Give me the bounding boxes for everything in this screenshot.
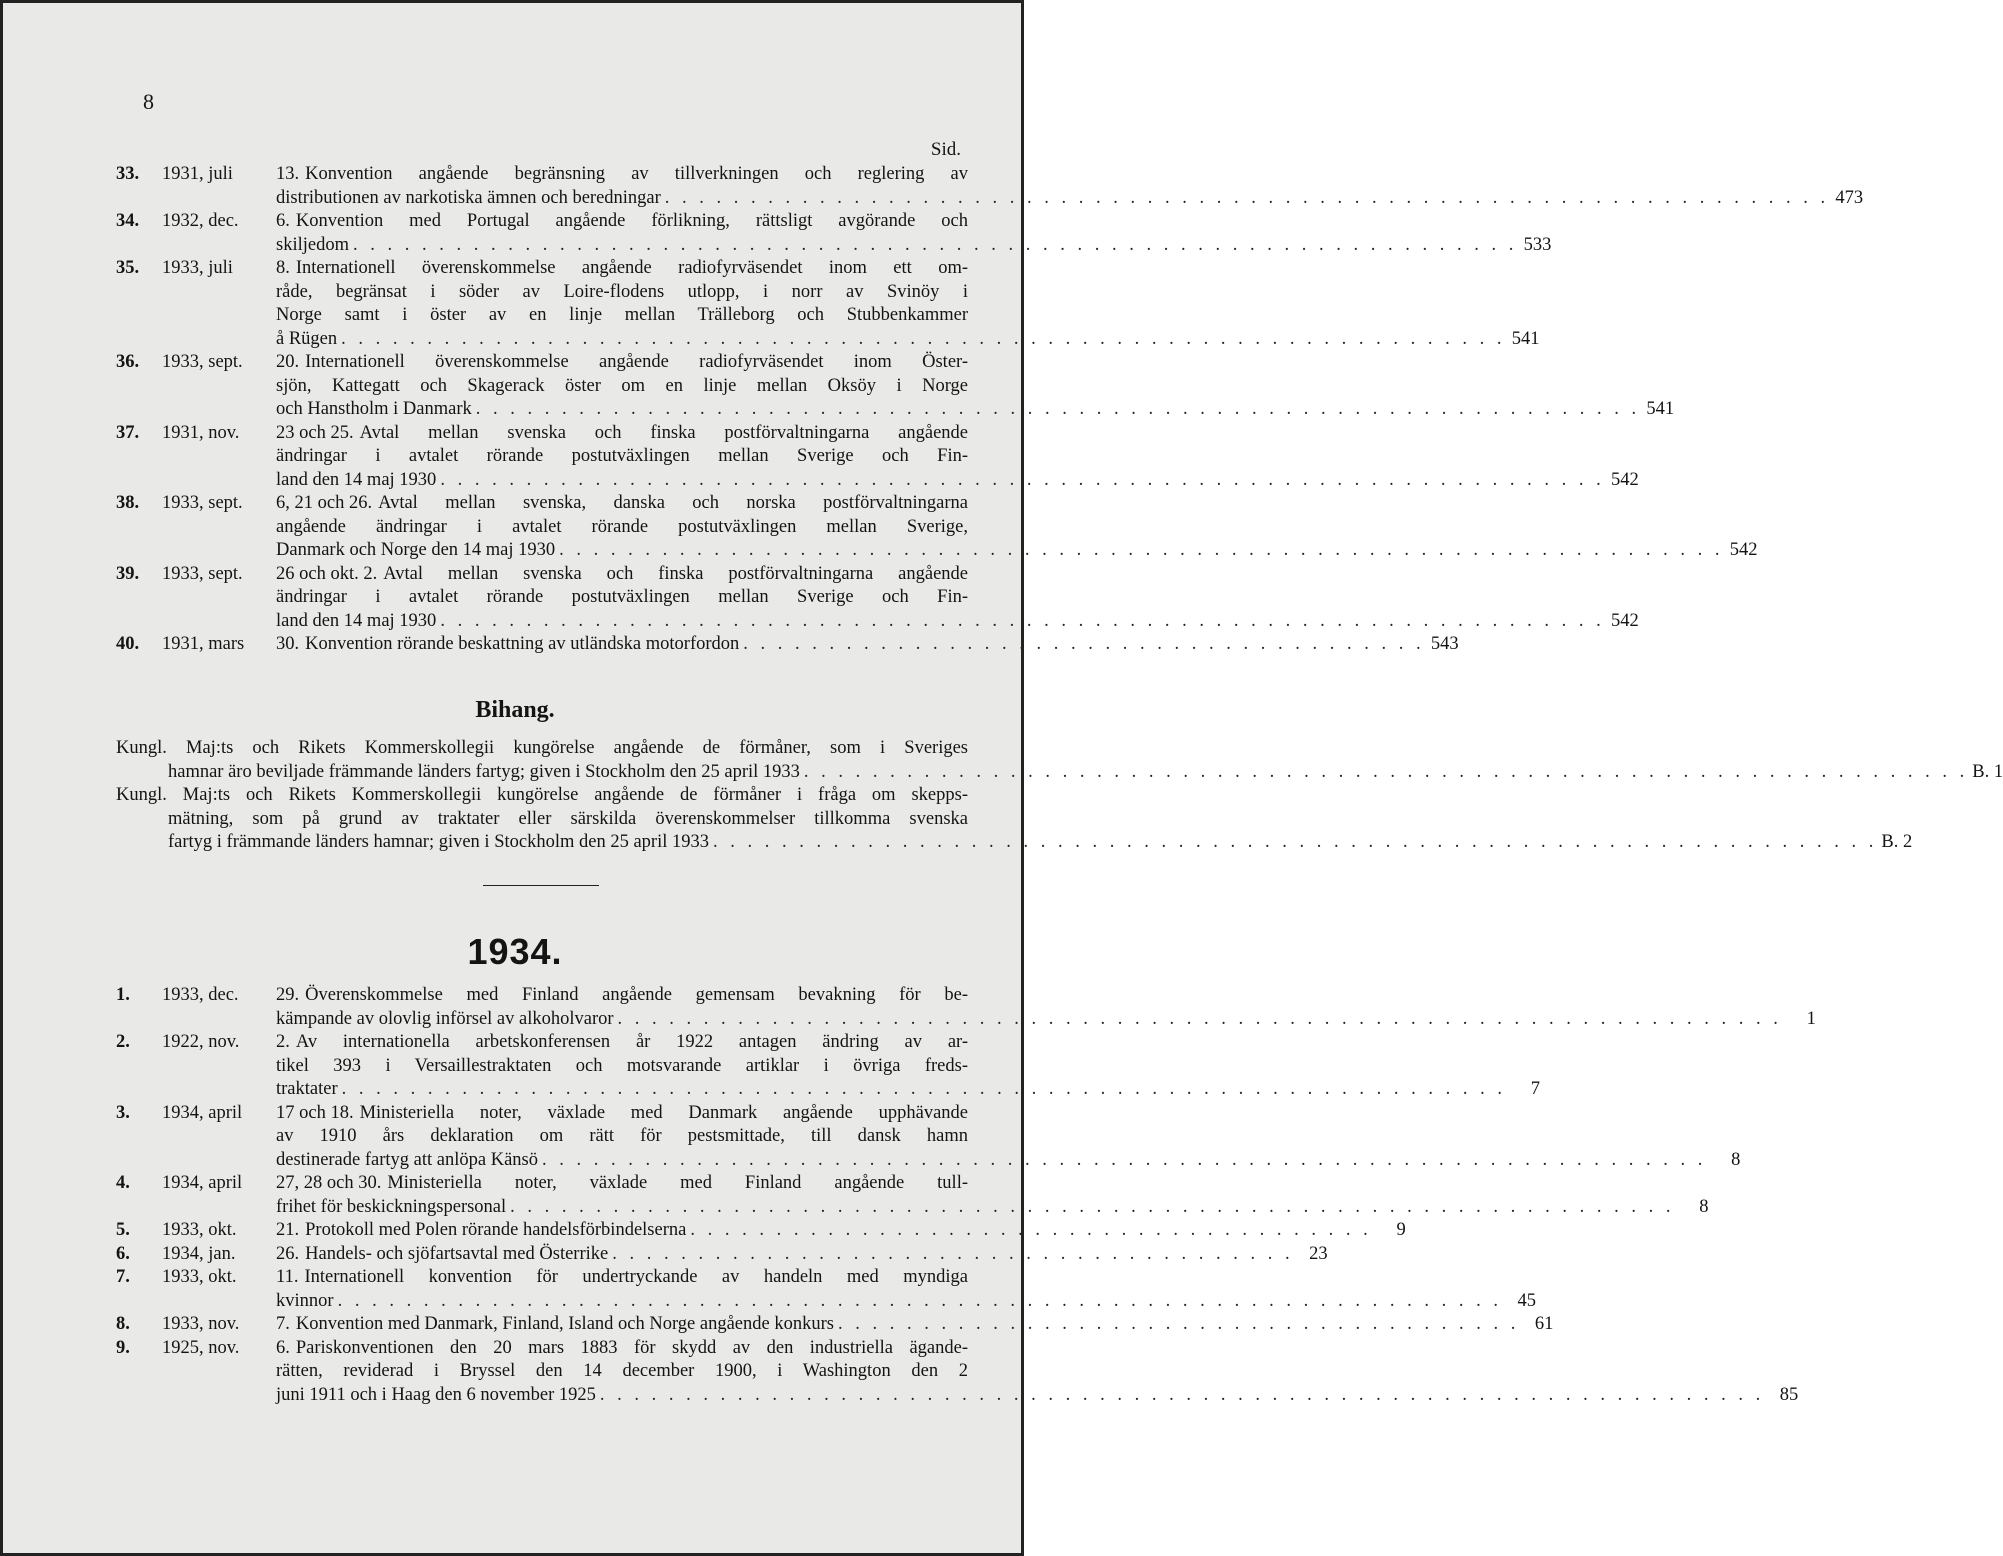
entry-text: fartyg i främmande länders hamnar; given i Stockholm den 25 april 1933	[168, 832, 709, 852]
page-reference: 543	[1430, 634, 1459, 654]
entry-number: 2.	[116, 1032, 130, 1052]
page-reference: 45	[1517, 1290, 1536, 1311]
entry-first-line	[276, 1031, 968, 1055]
treaty-entry	[116, 563, 1639, 634]
entry-first-line	[276, 1102, 968, 1126]
entry-text: Pariskonventionen den 20 mars 1883 för skydd av den industriella ägande-	[295, 1337, 968, 1358]
dot-leader: . . . . . . . . . . . . . . . . . . . . . . . . . . . . . . . . . . . . . . . .	[690, 1220, 1372, 1240]
entry-number: 39.	[116, 563, 140, 584]
dot-leader: . . . . . . . . . . . . . . . . . . . . . . . . . . . . . . . . . . . . . . . . . . . . . . . . . . . . . . . . . . . . . . . . . . . .	[341, 328, 1506, 349]
page-reference: 473	[1835, 187, 1864, 208]
entry-text: Av internationella arbetskonferensen år 1922 antagen ändring av ar-	[295, 1032, 968, 1052]
entry-text: Internationell konvention för undertryckande av handeln med myndiga	[304, 1267, 968, 1287]
entry-last-line	[276, 469, 1639, 493]
entry-day: 26.	[276, 1243, 300, 1264]
treaty-entry	[116, 422, 1639, 493]
entry-first-line	[276, 984, 968, 1008]
entry-day: 7.	[276, 1314, 290, 1334]
entry-text: Protokoll med Polen rörande handelsförbindelserna	[305, 1220, 687, 1240]
entry-first-line	[276, 1313, 1554, 1337]
entry-day: 23 och 25.	[276, 422, 354, 443]
entry-number: 40.	[116, 634, 140, 654]
entry-text: skiljedom	[276, 234, 349, 255]
entry-date: 1933, sept.	[162, 493, 243, 513]
treaty-entry	[116, 1172, 1709, 1219]
entry-body	[276, 1337, 1799, 1408]
dot-leader: . . . . . . . . . . . . . . . . . . . . . . . . . . . . . . . . . . . . . . . . . . . . . . . . . . . . . . . . . . . . . . . . . . . .	[475, 399, 1641, 419]
entry-text: traktater	[276, 1079, 338, 1099]
page-reference: 8	[1731, 1149, 1741, 1170]
entry-body	[276, 210, 1552, 257]
entry-number: 38.	[116, 493, 140, 513]
entry-day: 6.	[276, 211, 290, 231]
entry-text: Konvention angående begränsning av tillverkningen och reglering av	[305, 164, 968, 184]
entry-day: 20.	[276, 352, 300, 372]
entry-text: Internationell överenskommelse angående radiofyrväsendet inom Öster-	[305, 352, 968, 372]
treaty-entry	[116, 1313, 1554, 1337]
entry-last-line	[276, 328, 1540, 352]
entry-text: å Rügen	[276, 328, 338, 349]
entry-body	[276, 1243, 1328, 1267]
page-reference: 541	[1646, 399, 1675, 419]
treaty-entry	[116, 633, 1459, 657]
entry-number: 35.	[116, 258, 140, 278]
entry-text: Avtal mellan svenska och finska postförvaltningarna angående	[359, 422, 968, 443]
entry-date: 1934, april	[162, 1173, 243, 1193]
entry-text: av 1910 års deklaration om rätt för pestsmittade, till dansk hamn	[276, 1126, 968, 1146]
entry-date: 1933, okt.	[162, 1267, 237, 1287]
entry-number: 8.	[116, 1314, 130, 1334]
entry-day: 26 och okt. 2.	[276, 563, 378, 584]
entry-date: 1931, nov.	[162, 422, 240, 443]
entry-date: 1934, april	[162, 1102, 243, 1123]
dot-leader: . . . . . . . . . . . . . . . . . . . . . . . . . . . . . . . . . . . . . . . .	[612, 1243, 1294, 1264]
dot-leader: . . . . . . . . . . . . . . . . . . . . . . . . . . . . . . . . . . . . . . . . . . . . . . . . . . . . . . . . . . . . . . . . . . . .	[510, 1196, 1675, 1217]
dot-leader: . . . . . . . . . . . . . . . . . . . . . . . . . . . . . . . . . . . . . . . . . . . . . . . . . . . . . . . . . . . . . . . . . . . .	[599, 1384, 1765, 1405]
dot-leader: . . . . . . . . . . . . . . . . . . . . . . . . . . . . . . . . . . . . . . . . . . . . . . . . . . . . . . . . . . . . . . . . . . . .	[617, 1008, 1782, 1029]
dot-leader: . . . . . . . . . . . . . . . . . . . . . . . . . . . . . . . . . . . . . . . . . . . . . . . . . . . . . . . . . . . . . . . . . . . .	[664, 187, 1830, 208]
entry-date: 1931, juli	[162, 164, 233, 184]
entry-last-line	[276, 187, 1864, 211]
entry-text: Avtal mellan svenska, danska och norska postförvaltningarna	[378, 493, 968, 513]
entry-date: 1933, juli	[162, 258, 233, 278]
entry-body	[276, 1031, 1540, 1102]
dot-leader: . . . . . . . . . . . . . . . . . . . . . . . . . . . . . . . . . . . . . . . . . . . . . . . . . . . . . . . . . . . . . . . . . . . .	[341, 1079, 1506, 1099]
entry-text: ändringar i avtalet rörande postutväxlingen mellan Sverige och Fin-	[276, 587, 968, 607]
entry-last-line	[276, 398, 1675, 422]
entry-body	[276, 1172, 1709, 1219]
entry-text: Konvention med Danmark, Finland, Island och Norge angående konkurs	[295, 1314, 834, 1334]
entry-text: juni 1911 och i Haag den 6 november 1925	[276, 1384, 596, 1405]
entry-day: 30.	[276, 634, 300, 654]
treaty-entry	[116, 1219, 1406, 1243]
treaty-entry	[116, 210, 1552, 257]
entry-text: och Hanstholm i Danmark	[276, 399, 472, 419]
entry-text: sjön, Kattegatt och Skagerack öster om en linje mellan Oksöy i Norge	[276, 375, 968, 396]
entry-date: 1932, dec.	[162, 211, 239, 231]
entry-body	[276, 422, 1639, 493]
entry-number: 36.	[116, 352, 140, 372]
entry-last-line	[276, 1290, 1536, 1314]
entry-text: Kungl. Maj:ts och Rikets Kommerskollegii kungörelse angående de förmåner i fråga om skepps-	[116, 785, 968, 805]
entry-first-line	[276, 422, 968, 446]
entry-number: 4.	[116, 1173, 130, 1193]
treaty-entry	[116, 492, 1758, 563]
treaty-list-1933	[116, 163, 1864, 657]
entry-text: rätten, reviderad i Bryssel den 14 december 1900, i Washington den 2	[276, 1361, 968, 1381]
entry-text: land den 14 maj 1930	[276, 610, 437, 631]
page-reference: B. 2	[1881, 832, 1913, 852]
entry-date: 1933, sept.	[162, 563, 243, 584]
entry-first-line	[276, 210, 968, 234]
entry-text: kämpande av olovlig införsel av alkoholvaror	[276, 1008, 614, 1029]
entry-text: mätning, som på grund av traktater eller särskilda överenskommelser tillkomma svenska	[168, 808, 968, 829]
entry-date: 1933, nov.	[162, 1314, 240, 1334]
entry-date: 1925, nov.	[162, 1337, 240, 1358]
entry-first-line	[276, 633, 1459, 657]
entry-first-line	[276, 257, 968, 281]
entry-body	[276, 1313, 1554, 1337]
entry-day: 11.	[276, 1267, 299, 1287]
treaty-entry	[116, 1102, 1741, 1173]
entry-first-line	[276, 563, 968, 587]
appendix-title: Bihang.	[475, 697, 555, 723]
page-reference: 9	[1396, 1220, 1406, 1240]
page-reference: 541	[1511, 328, 1540, 349]
page-reference: 542	[1610, 469, 1639, 490]
entry-date: 1933, dec.	[162, 985, 239, 1005]
entry-number: 37.	[116, 422, 140, 443]
page-column-header: Sid.	[930, 139, 961, 160]
treaty-entry	[116, 1337, 1799, 1408]
entry-text: distributionen av narkotiska ämnen och beredningar	[276, 187, 661, 208]
treaty-entry	[116, 257, 1540, 351]
entry-body	[276, 351, 1675, 422]
entry-text: hamnar äro beviljade främmande länders fartyg; given i Stockholm den 25 april 1933	[168, 761, 800, 782]
entry-number: 34.	[116, 211, 140, 231]
entry-text: Avtal mellan svenska och finska postförvaltningarna angående	[383, 563, 968, 584]
entry-day: 21.	[276, 1220, 300, 1240]
entry-text: Ministeriella noter, växlade med Danmark angående upphävande	[359, 1102, 968, 1123]
entry-number: 7.	[116, 1267, 130, 1287]
entry-last-line	[276, 539, 1758, 563]
entry-text: Överenskommelse med Finland angående gemensam bevakning för be-	[305, 985, 968, 1005]
page-reference: 8	[1699, 1196, 1709, 1217]
entry-day: 6, 21 och 26.	[276, 493, 373, 513]
entry-first-line	[276, 1337, 968, 1361]
entry-number: 9.	[116, 1337, 130, 1358]
entry-text: Handels- och sjöfartsavtal med Österrike	[305, 1243, 609, 1264]
entry-body	[276, 633, 1459, 657]
entry-date: 1933, sept.	[162, 352, 243, 372]
entry-first-line	[276, 351, 968, 375]
entry-date: 1931, mars	[162, 634, 245, 654]
section-divider	[483, 885, 599, 886]
dot-leader: . . . . . . . . . . . . . . . . . . . . . . . . . . . . . . . . . . . . . . . . . . . . . . . . . . . . . . . . . . . . . . . . . . . .	[440, 610, 1605, 631]
treaty-entry	[116, 1243, 1328, 1267]
entry-day: 29.	[276, 985, 300, 1005]
entry-last-line	[276, 1196, 1709, 1220]
treaty-entry	[116, 1266, 1536, 1313]
appendix-entry	[116, 737, 2003, 784]
entry-text: råde, begränsat i söder av Loire-flodens utlopp, i norr av Svinöy i	[276, 281, 968, 302]
appendix-list	[116, 737, 2003, 855]
dot-leader: . . . . . . . . . . . . . . . . . . . . . . . . . . . . . . . . . . . . . . . . . . . . . . . . . . . . . . . . . . . . . . . . . . . .	[337, 1290, 1502, 1311]
entry-text: Konvention med Portugal angående förlikning, rättsligt avgörande och	[295, 211, 968, 231]
entry-number: 33.	[116, 164, 140, 184]
entry-day: 2.	[276, 1032, 290, 1052]
treaty-entry	[116, 984, 1816, 1031]
dot-leader: . . . . . . . . . . . . . . . . . . . . . . . . . . . . . . . . . . . . . . . . . . . . . . . . . . . . . . . . . . . . . . . . . . . .	[712, 832, 1878, 852]
entry-text: tikel 393 i Versaillestraktaten och motsvarande artiklar i övriga freds-	[276, 1055, 968, 1076]
page-reference: 61	[1534, 1314, 1554, 1334]
entry-last-line	[276, 610, 1639, 634]
entry-last-line	[116, 761, 2003, 785]
entry-text: angående ändringar i avtalet rörande postutväxlingen mellan Sverige,	[276, 516, 968, 537]
page-reference: 542	[1729, 540, 1758, 560]
page-number: 8	[143, 89, 154, 114]
entry-last-line	[276, 1008, 1816, 1032]
dot-leader: . . . . . . . . . . . . . . . . . . . . . . . . . . . . . . . . . . . . . . . . . . . . . . . . . . . . . . . . . . . . . . . . . . . .	[803, 761, 1969, 782]
entry-body	[276, 1102, 1741, 1173]
page-reference: 23	[1309, 1243, 1328, 1264]
entry-number: 1.	[116, 985, 130, 1005]
page-reference: 533	[1523, 234, 1552, 255]
treaty-entry	[116, 351, 1675, 422]
treaty-entry	[116, 1031, 1540, 1102]
entry-text: Kungl. Maj:ts och Rikets Kommerskollegii kungörelse angående de förmåner, som i Sveriges	[116, 738, 968, 758]
entry-last-line	[276, 1149, 1741, 1173]
appendix-entry	[116, 784, 1913, 855]
entry-text: Norge samt i öster av en linje mellan Trälleborg och Stubbenkammer	[276, 305, 968, 325]
entry-number: 6.	[116, 1243, 130, 1264]
entry-last-line	[276, 234, 1552, 258]
entry-first-line	[276, 1266, 968, 1290]
entry-text: Konvention rörande beskattning av utländska motorfordon	[305, 634, 740, 654]
page-reference: B. 1	[1972, 761, 2003, 782]
page-reference: 542	[1610, 610, 1639, 631]
entry-date: 1922, nov.	[162, 1032, 240, 1052]
entry-text: land den 14 maj 1930	[276, 469, 437, 490]
treaty-entry	[116, 163, 1864, 210]
entry-date: 1933, okt.	[162, 1220, 237, 1240]
entry-text: kvinnor	[276, 1290, 334, 1311]
entry-date: 1934, jan.	[162, 1243, 236, 1264]
entry-text: frihet för beskickningspersonal	[276, 1196, 507, 1217]
entry-body	[276, 1266, 1536, 1313]
entry-last-line	[276, 1078, 1540, 1102]
entry-number: 3.	[116, 1102, 130, 1123]
entry-day: 27, 28 och 30.	[276, 1173, 382, 1193]
entry-text: destinerade fartyg att anlöpa Känsö	[276, 1149, 538, 1170]
entry-day: 6.	[276, 1337, 290, 1358]
entry-body	[276, 163, 1864, 210]
entry-body	[276, 492, 1758, 563]
entry-first-line	[276, 163, 968, 187]
page-reference: 85	[1779, 1384, 1799, 1405]
entry-first-line	[276, 492, 968, 516]
entry-body	[276, 984, 1816, 1031]
dot-leader: . . . . . . . . . . . . . . . . . . . . . . . . . . . . . . . . . . . . . . . . . . . . . . . . . . . . . . . . . . . . . . . . . . . .	[440, 469, 1605, 490]
dot-leader: . . . . . . . . . . . . . . . . . . . . . . . . . . . . . . . . . . . . . . . . . . . . . . . . . . . . . . . . . . . . . . . . . . . .	[541, 1149, 1707, 1170]
entry-first-line	[276, 1172, 968, 1196]
page-reference: 1	[1806, 1008, 1816, 1029]
entry-day: 17 och 18.	[276, 1102, 354, 1123]
entry-number: 5.	[116, 1220, 130, 1240]
treaty-list-1934	[116, 984, 1816, 1407]
entry-first-line	[276, 1219, 1406, 1243]
entry-text: ändringar i avtalet rörande postutväxlingen mellan Sverige och Fin-	[276, 446, 968, 466]
entry-last-line	[116, 831, 1913, 855]
entry-day: 8.	[276, 258, 290, 278]
entry-last-line	[276, 1384, 1799, 1408]
entry-text: Danmark och Norge den 14 maj 1930	[276, 540, 556, 560]
dot-leader: . . . . . . . . . . . . . . . . . . . . . . . . . . . . . . . . . . . . . . . . . . . . . . . . . . . . . . . . . . . . . . . . . . . .	[559, 540, 1724, 560]
dot-leader: . . . . . . . . . . . . . . . . . . . . . . . . . . . . . . . . . . . . . . . .	[743, 634, 1425, 654]
entry-body	[276, 257, 1540, 351]
entry-text: Ministeriella noter, växlade med Finland angående tull-	[387, 1173, 968, 1193]
entry-body	[276, 563, 1639, 634]
year-heading: 1934.	[467, 931, 563, 972]
dot-leader: . . . . . . . . . . . . . . . . . . . . . . . . . . . . . . . . . . . . . . . . . . . . . . . . . . . . . . . . . . . . . . . . . . . .	[352, 234, 1518, 255]
entry-body	[276, 1219, 1406, 1243]
entry-first-line	[276, 1243, 1328, 1267]
dot-leader: . . . . . . . . . . . . . . . . . . . . . . . . . . . . . . . . . . . . . . . .	[837, 1314, 1520, 1334]
page-reference: 7	[1530, 1079, 1540, 1099]
entry-day: 13.	[276, 164, 300, 184]
entry-text: Internationell överenskommelse angående radiofyrväsendet inom ett om-	[295, 258, 968, 278]
